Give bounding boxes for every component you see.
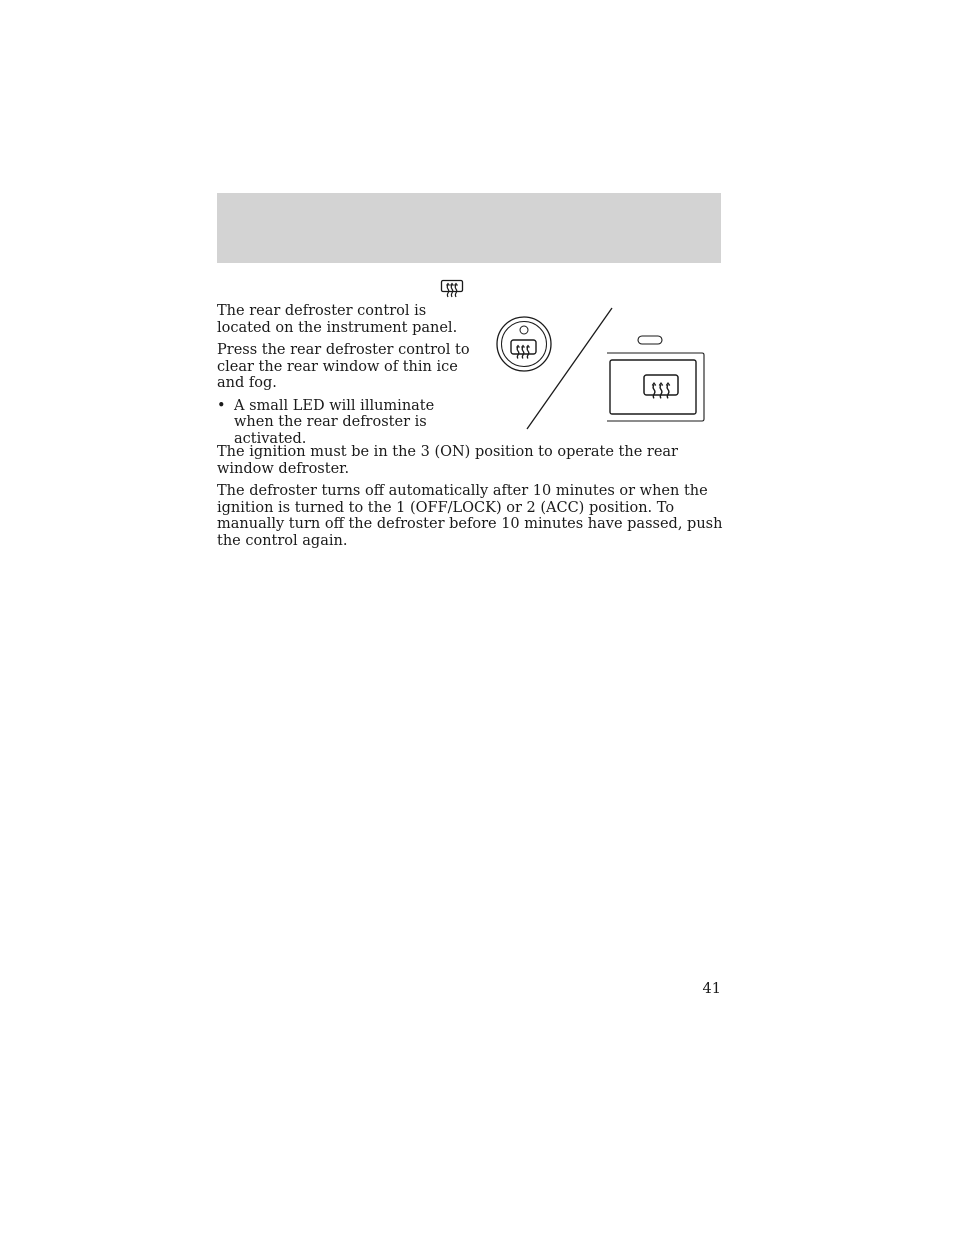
paragraph-auto-off: The defroster turns off automatically after 10 minutes or when the ignition is turned to the 1 (OFF/LOCK) or 2 (ACC) position. To manually turn off the defroster before 10 minutes have passed, push the control again.: [217, 483, 723, 549]
led-indicator: [638, 336, 662, 344]
rear-defroster-icon: [440, 279, 464, 299]
paragraph-ignition: The ignition must be in the 3 (ON) position to operate the rear window defroster.: [217, 444, 678, 477]
section-header-band: [217, 193, 721, 263]
page-number: 41: [702, 981, 721, 997]
bullet-marker: •: [217, 397, 226, 414]
defroster-control-illustration: [490, 300, 720, 435]
diagonal-divider: [527, 308, 612, 429]
bullet-led: [217, 398, 475, 448]
paragraph-press: Press the rear defroster control to clear the rear window of thin ice and fog.: [217, 342, 470, 391]
paragraph-location: The rear defroster control is located on the instrument panel.: [217, 303, 458, 336]
bullet-led-text: A small LED will illuminate when the rear defroster is activated.: [234, 397, 435, 447]
rectangular-defroster-button: [607, 353, 704, 421]
left-text-column: [217, 303, 475, 453]
round-defroster-button: [497, 317, 551, 371]
